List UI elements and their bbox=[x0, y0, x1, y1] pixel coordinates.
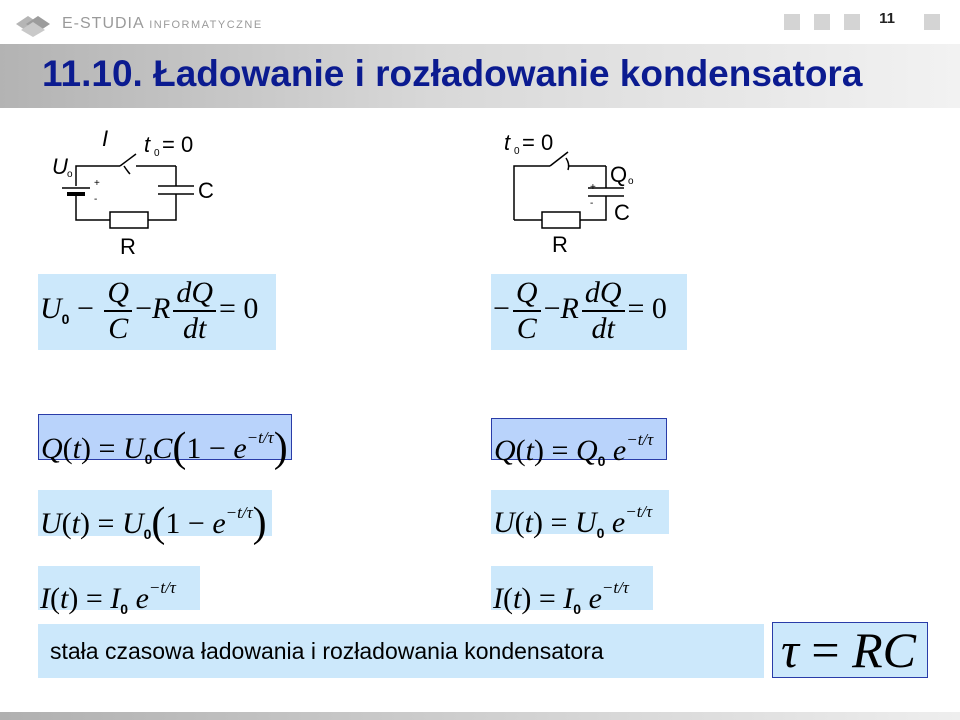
plus-sign: + bbox=[590, 182, 596, 193]
plus-sign: + bbox=[94, 178, 100, 189]
capacitor-label: C bbox=[198, 178, 214, 203]
resistor-label: R bbox=[120, 234, 136, 259]
charging-charge-equation: $Q(t) = U_0C(1 - e^{-t/\tau})$ bbox=[38, 414, 292, 460]
discharging-charge-equation: $Q(t) = Q_0$ $e^{-t/\tau}$ bbox=[491, 418, 667, 460]
nav-square-3[interactable] bbox=[844, 14, 860, 30]
switch-time-sub: 0 bbox=[154, 148, 160, 159]
current-label: I bbox=[102, 126, 109, 151]
minus-sign: - bbox=[590, 198, 594, 209]
voltage-label: U bbox=[52, 154, 68, 179]
brand-name: E-STUDIA INFORMATYCZNE bbox=[62, 15, 263, 32]
charging-current-equation: $I(t) = I_0$ $e^{-t/\tau}$ bbox=[38, 566, 200, 610]
discharging-circuit-diagram bbox=[496, 124, 696, 264]
nav-square-4[interactable] bbox=[924, 14, 940, 30]
time-constant-caption: stała czasowa ładowania i rozładowania kondensatora bbox=[38, 624, 764, 678]
time-constant-equation: τ = RC bbox=[772, 622, 928, 678]
switch-time-eq: = 0 bbox=[162, 132, 194, 157]
minus-sign: - bbox=[94, 194, 98, 205]
brand-logo-icon bbox=[14, 10, 54, 38]
nav-square-1[interactable] bbox=[784, 14, 800, 30]
switch-time-eq: = 0 bbox=[522, 130, 554, 155]
page-title: 11.10. Ładowanie i rozładowanie kondensatora bbox=[42, 53, 863, 94]
discharging-voltage-equation: $U(t) = U_0$ $e^{-t/\tau}$ bbox=[491, 490, 669, 534]
switch-time-sub: 0 bbox=[514, 146, 520, 157]
capacitor-label: C bbox=[614, 200, 630, 225]
brand-logo bbox=[14, 6, 263, 42]
footer-bar bbox=[0, 712, 960, 720]
switch-time-label: t bbox=[144, 132, 151, 157]
charge-label: Q bbox=[610, 162, 628, 187]
resistor-label: R bbox=[552, 232, 568, 257]
voltage-sub: o bbox=[67, 169, 73, 180]
discharging-kirchhoff-equation: − $\frac{Q}{C}$ −R $\frac{dQ}{dt}$ = 0 bbox=[491, 274, 687, 350]
discharging-current-equation: $I(t) = I_0$ $e^{-t/\tau}$ bbox=[491, 566, 653, 610]
switch-time-label: t bbox=[504, 130, 511, 155]
charging-voltage-equation: $U(t) = U_0(1 - e^{-t/\tau})$ bbox=[38, 490, 272, 536]
charging-circuit-diagram bbox=[40, 124, 270, 264]
charge-sub: o bbox=[628, 176, 634, 187]
charging-kirchhoff-equation: $U_0$ − $\frac{Q}{C}$ −R $\frac{dQ}{dt}$ = 0 bbox=[38, 274, 276, 350]
nav-square-2[interactable] bbox=[814, 14, 830, 30]
page-number: 11 bbox=[879, 10, 895, 27]
